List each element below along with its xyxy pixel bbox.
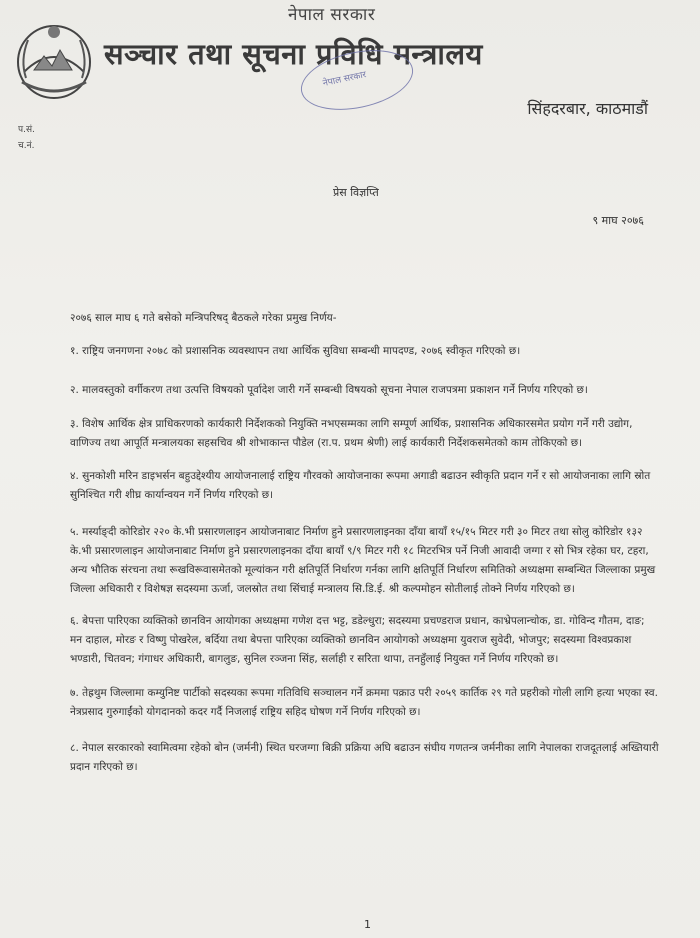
dispatch-number-label: च.नं. <box>18 141 35 151</box>
decision-item: ४. सुनकोशी मरिन डाइभर्सन बहुउद्देश्यीय आयोजनालाई राष्ट्रिय गौरवको आयोजनाका रूपमा अगाडी बढाउन स्वीकृति प्रदान गर्ने र सो आयोजनाका लागि स्रोत सुनिश्चित गरी शीघ्र कार्यान्वयन गर्ने निर्णय गरिएको छ। <box>70 470 651 501</box>
decision-item: ७. तेह्रथुम जिल्लामा कम्युनिष्ट पार्टीको सदस्यका रूपमा गतिविधि सञ्चालन गर्ने क्रममा पक्राउ परी २०५९ कार्तिक २९ गते प्रहरीको गोली लागि हत्या भएका स्व. नेत्रप्रसाद गुरुगाईंको योगदानको कदर गर्दै निजलाई राष्ट्रिय सहिद घोषण गर्ने निर्णय गरिएको छ। <box>70 687 658 718</box>
decision-list <box>70 342 660 795</box>
stamp-text: नेपाल सरकार <box>322 70 368 90</box>
page-number: 1 <box>364 918 371 931</box>
government-label: नेपाल सरकार <box>288 5 376 25</box>
decision-item: ३. विशेष आर्थिक क्षेत्र प्राधिकरणको कार्यकारी निर्देशकको नियुक्ति नभएसम्मका लागि सम्पूर्ण आर्थिक, प्रशासनिक अधिकारसमेत प्रयोग गर्ने गरी उद्योग, वाणिज्य तथा आपूर्ति मन्त्रालयका सहसचिव श्री शोभाकान्त पौडेल (रा.प. प्रथम श्रेणी) लाई कार्यकारी निर्देशकसमेतको काम तोकिएको छ। <box>70 418 633 449</box>
decision-item: ८. नेपाल सरकारको स्वामित्वमा रहेको बोन (जर्मनी) स्थित घरजग्गा बिक्री प्रक्रिया अघि बढाउन संघीय गणतन्त्र जर्मनीका लागि नेपालका राजदूतलाई अख्तियारी प्रदान गरिएको छ। <box>70 742 659 773</box>
decision-item: १. राष्ट्रिय जनगणना २०७८ को प्रशासनिक व्यवस्थापन तथा आर्थिक सुविधा सम्बन्धी मापदण्ड, २०७६ स्वीकृत गरिएको छ। <box>70 345 521 357</box>
decision-item: २. मालवस्तुको वर्गीकरण तथा उत्पत्ति विषयको पूर्वादेश जारी गर्ने सम्बन्धी विषयको सूचना नेपाल राजपत्रमा प्रकाशन गर्ने निर्णय गरिएको छ। <box>70 384 588 396</box>
nepal-emblem-icon <box>14 20 94 102</box>
letter-number-label: प.सं. <box>18 125 35 135</box>
decision-item: ६. बेपत्ता पारिएका व्यक्तिको छानविन आयोगका अध्यक्षमा गणेश दत्त भट्ट, डडेल्धुरा; सदस्यमा प्रचण्डराज प्रधान, काभ्रेपलान्चोक, डा. गोविन्द गौतम, दाङ; मन दाहाल, मोरङ र विष्णु पोखरेल, बर्दिया तथा बेपत्ता पारिएका व्यक्तिको छानविन आयोगको अध्यक्षमा युवराज सुवेदी, भोजपुर; सदस्यमा विश्वप्रकाश भण्डारी, चितवन; गंगाधर अधिकारी, बागलुङ, सुनिल रञ्जना सिंह, सर्लाही र सरिता थापा, तनहुँलाई नियुक्त गर्ने निर्णय गरिएको छ। <box>70 615 645 665</box>
ministry-name: सञ्चार तथा सूचना प्रविधि मन्त्रालय <box>104 37 483 71</box>
document-title: प्रेस विज्ञप्ति <box>333 186 379 199</box>
office-address: सिंहदरबार, काठमाडौं <box>527 99 648 118</box>
reference-block <box>18 122 35 154</box>
intro-line: २०७६ साल माघ ६ गते बसेको मन्त्रिपरिषद् बैठकले गरेका प्रमुख निर्णय- <box>70 312 337 324</box>
decision-item: ५. मर्स्याङ्दी कोरिडोर २२० के.भी प्रसारणलाइन आयोजनाबाट निर्माण हुने प्रसारणलाइनका दाँया बायाँ १५/१५ मिटर गरी ३० मिटर तथा सोलु कोरिडोर १३२ के.भी प्रसारणलाइन आयोजनाबाट निर्माण हुने प्रसारणलाइनका दाँया बायाँ ९/९ मिटर गरी १८ मिटरभित्र पर्ने निजी आवादी जग्गा र सो भित्र रहेका घर, टहरा, अन्य भौतिक संरचना तथा रूखविरूवासमेतको मूल्यांकन गरी क्षतिपूर्ति निर्धारण गर्नका लागि क्षतिपूर्ति निर्धारण समितिको अध्यक्षमा सम्बन्धित जिल्लाका प्रमुख जिल्ला अधिकारी र विशेषज्ञ सदस्यमा ऊर्जा, जलस्रोत तथा सिंचाई मन्त्रालय सि.डि.ई. श्री कल्पमोहन सोतीलाई तोक्ने निर्णय गरिएको छ। <box>70 526 656 595</box>
document-date: ९ माघ २०७६ <box>592 214 644 227</box>
